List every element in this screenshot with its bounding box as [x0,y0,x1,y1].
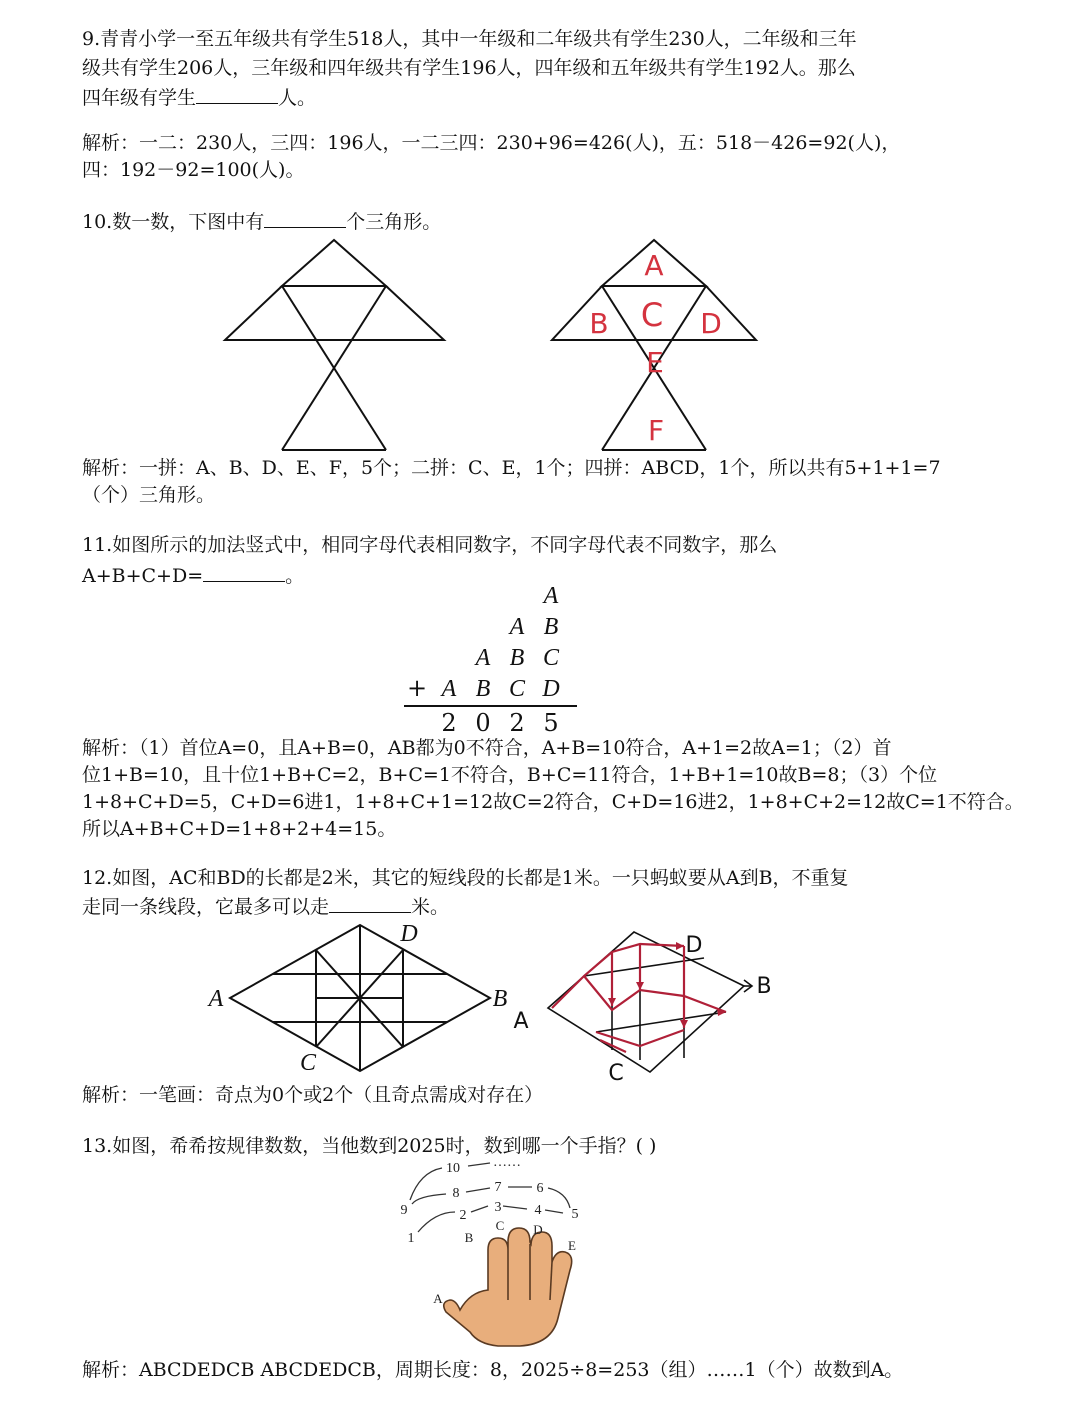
q11-row4-c: C [508,676,526,702]
q11-stem-pre: A+B+C+D= [82,565,204,587]
q11-solution-line2: 位1+B=10，且十位1+B+C=2，B+C=1不符合，B+C=11符合，1+B+1=10故B=8；（3）个位 [82,764,938,786]
q11-result-digit-3: 2 [509,709,525,737]
q11-solution-line3: 1+8+C+D=5，C+D=6进1，1+8+C+1=12故C=2符合，C+D=16进2，1+8+C+2=12故C=1不符合。 [82,791,1024,813]
q10-label-b: B [589,307,609,340]
q12-right-label-a: A [513,1009,529,1034]
q10-stem-post: 个三角形。 [346,211,442,233]
q13-num-4: 4 [534,1203,542,1218]
q12-stem-line1: 12.如图，AC和BD的长都是2米，其它的短线段的长都是1米。一只蚂蚁要从A到B，不重复 [82,867,849,889]
q11-solution-line4: 所以A+B+C+D=1+8+2+4=15。 [82,818,397,840]
q11-row2-b: B [543,614,559,640]
q11-row3-a: A [475,645,491,671]
q11-result-digit-1: 2 [441,709,457,737]
q13-solution: 解析：ABCDEDCB ABCDEDCB，周期长度：8，2025÷8=253（组）……1（个）故数到A。 [82,1359,904,1381]
q13-finger-b: B [464,1230,474,1245]
q13-finger-e: E [568,1238,576,1253]
q9-stem-line2: 级共有学生206人，三年级和四年级共有学生196人，四年级和五年级共有学生192人。那么 [82,57,856,79]
q13-num-3: 3 [494,1200,502,1215]
q11-row2-a: A [509,614,525,640]
hand-icon [444,1228,572,1346]
q11-solution-line1: 解析：（1）首位A=0，且A+B=0，AB都为0不符合，A+B=10符合，A+1=2故A=1；（2）首 [82,737,892,759]
q9-solution-line2: 四：192－92=100(人)。 [82,159,305,181]
q11-row4-b: B [475,676,491,702]
q12-stem-post: 米。 [411,896,450,918]
q13-finger-c: C [495,1218,505,1233]
q11-row4-d: D [542,676,560,702]
q10-solution-line2: （个）三角形。 [82,484,216,506]
q9-solution-line1: 解析：一二：230人，三四：196人，一二三四：230+96=426(人)，五：518－426=92(人)， [82,132,901,154]
q13-num-2: 2 [459,1208,467,1223]
q10-solution-line1: 解析：一拼：A、B、D、E、F，5个；二拼：C、E，1个；四拼：ABCD，1个，所以共有5+1+1=7 [82,457,941,479]
q10-label-a: A [644,249,664,282]
q11-row3-c: C [542,645,560,671]
q10-label-d: D [700,307,722,340]
q10-stem-pre: 10.数一数，下图中有 [82,211,265,233]
q12-solution: 解析：一笔画：奇点为0个或2个（且奇点需成对存在） [82,1084,544,1106]
q12-stem-pre: 走同一条线段，它最多可以走 [82,896,330,918]
q12-right-label-c: C [608,1061,624,1086]
q9-stem-line1: 9.青青小学一至五年级共有学生518人，其中一年级和二年级共有学生230人，二年级和三年 [82,28,857,50]
q11-plus-sign: + [406,674,428,702]
q9-stem-pre: 四年级有学生 [82,87,197,109]
q10-label-f: F [647,414,665,447]
q13-num-9: 9 [400,1203,408,1218]
q11-row4-a: A [441,676,457,702]
q13-count-arrows [410,1163,570,1232]
q13-num-6: 6 [536,1181,544,1196]
q13-finger-a: A [433,1291,443,1306]
q13-stem: 13.如图，希希按规律数数，当他数到2025时，数到哪一个手指？( ) [82,1135,657,1157]
q12-left-label-b: B [492,986,508,1012]
q13-num-8: 8 [452,1186,460,1201]
q13-finger-d: D [533,1222,543,1237]
q11-stem-post: 。 [285,565,305,587]
q10-label-e: E [646,346,664,379]
q11-result-digit-4: 5 [543,709,559,737]
q12-left-label-c: C [299,1050,317,1076]
q13-num-1: 1 [407,1231,415,1246]
q12-left-label-a: A [208,986,224,1012]
q11-row1-a: A [543,583,559,609]
q13-num-10: 10 [446,1161,460,1176]
q12-right-label-d: D [685,933,703,958]
q11-row3-b: B [509,645,525,671]
q13-num-ellipsis: …… [493,1155,521,1170]
q13-num-7: 7 [494,1180,502,1195]
q12-left-label-d: D [400,921,418,947]
q12-right-label-b: B [756,974,772,999]
q11-stem-line1: 11.如图所示的加法竖式中，相同字母代表相同数字，不同字母代表不同数字，那么 [82,534,778,556]
q11-result-digit-2: 0 [475,709,491,737]
q13-num-5: 5 [571,1207,579,1222]
q9-stem-post: 人。 [278,87,317,109]
q10-label-c: C [640,296,664,334]
